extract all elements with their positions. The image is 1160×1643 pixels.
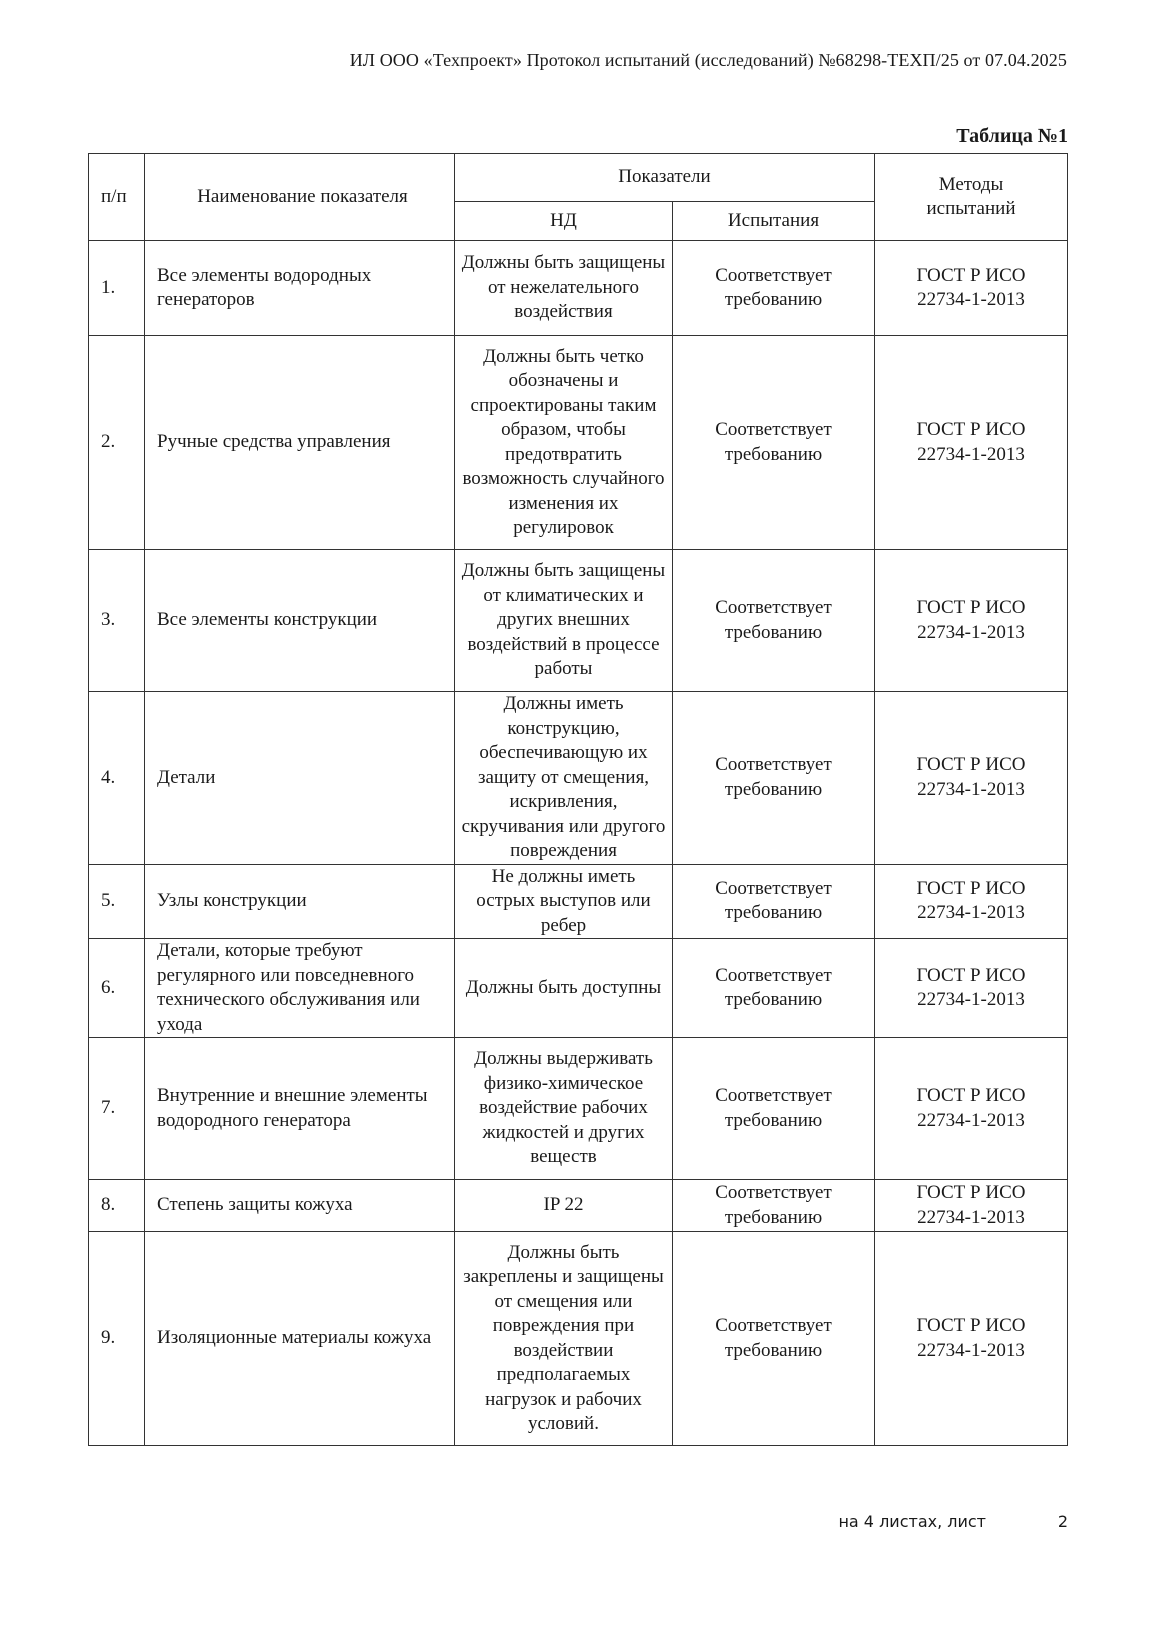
col-header-name: Наименование показателя (145, 154, 455, 241)
row-nd-requirement: Должны выдерживать физико-химическое воздействие рабочих жидкостей и других веществ (455, 1038, 673, 1180)
table-row (89, 241, 1068, 336)
row-test-method: ГОСТ Р ИСО 22734-1-2013 (875, 692, 1068, 865)
sheets-count: на 4 листах, лист (838, 1512, 986, 1531)
row-indicator-name: Все элементы водородных генераторов (145, 241, 455, 336)
col-header-indicators: Показатели (455, 154, 875, 202)
table-row (89, 336, 1068, 550)
row-indicator-name: Детали (145, 692, 455, 865)
row-number: 5. (89, 864, 145, 939)
row-test-result: Соответствует требованию (673, 1232, 875, 1446)
row-number: 3. (89, 550, 145, 692)
row-indicator-name: Детали, которые требуют регулярного или повседневного технического обслуживания или ухода (145, 939, 455, 1038)
row-number: 9. (89, 1232, 145, 1446)
row-test-method: ГОСТ Р ИСО 22734-1-2013 (875, 336, 1068, 550)
row-nd-requirement: Должны быть закреплены и защищены от смещения или повреждения при воздействии предполагаемых нагрузок и рабочих условий. (455, 1232, 673, 1446)
col-header-num: п/п (89, 154, 145, 241)
row-nd-requirement: Должны быть защищены от климатических и других внешних воздействий в процессе работы (455, 550, 673, 692)
row-test-result: Соответствует требованию (673, 864, 875, 939)
table-caption: Таблица №1 (956, 125, 1068, 147)
table-row (89, 1180, 1068, 1232)
table-header-row (89, 154, 1068, 202)
row-test-method: ГОСТ Р ИСО 22734-1-2013 (875, 550, 1068, 692)
row-test-method: ГОСТ Р ИСО 22734-1-2013 (875, 241, 1068, 336)
row-number: 6. (89, 939, 145, 1038)
table-row (89, 939, 1068, 1038)
row-nd-requirement: Должны быть защищены от нежелательного воздействия (455, 241, 673, 336)
table-row (89, 864, 1068, 939)
row-nd-requirement: Должны быть доступны (455, 939, 673, 1038)
row-nd-requirement: IP 22 (455, 1180, 673, 1232)
test-results-table (88, 153, 1068, 1446)
row-indicator-name: Узлы конструкции (145, 864, 455, 939)
row-test-result: Соответствует требованию (673, 336, 875, 550)
row-indicator-name: Степень защиты кожуха (145, 1180, 455, 1232)
row-test-result: Соответствует требованию (673, 692, 875, 865)
row-test-method: ГОСТ Р ИСО 22734-1-2013 (875, 1232, 1068, 1446)
col-header-methods: Методы испытаний (875, 154, 1068, 241)
row-test-result: Соответствует требованию (673, 1038, 875, 1180)
row-test-result: Соответствует требованию (673, 939, 875, 1038)
row-indicator-name: Изоляционные материалы кожуха (145, 1232, 455, 1446)
table-row (89, 550, 1068, 692)
row-test-result: Соответствует требованию (673, 241, 875, 336)
document-header: ИЛ ООО «Техпроект» Протокол испытаний (исследований) №68298-ТЕХП/25 от 07.04.2025 (349, 50, 1067, 70)
table-row (89, 1038, 1068, 1180)
row-test-method: ГОСТ Р ИСО 22734-1-2013 (875, 1180, 1068, 1232)
row-indicator-name: Внутренние и внешние элементы водородного генератора (145, 1038, 455, 1180)
row-test-result: Соответствует требованию (673, 1180, 875, 1232)
row-indicator-name: Все элементы конструкции (145, 550, 455, 692)
row-number: 4. (89, 692, 145, 865)
row-test-method: ГОСТ Р ИСО 22734-1-2013 (875, 939, 1068, 1038)
row-test-method: ГОСТ Р ИСО 22734-1-2013 (875, 864, 1068, 939)
row-number: 2. (89, 336, 145, 550)
col-header-nd: НД (455, 202, 673, 241)
row-number: 8. (89, 1180, 145, 1232)
col-header-test: Испытания (673, 202, 875, 241)
row-nd-requirement: Не должны иметь острых выступов или ребер (455, 864, 673, 939)
row-test-method: ГОСТ Р ИСО 22734-1-2013 (875, 1038, 1068, 1180)
row-number: 7. (89, 1038, 145, 1180)
row-indicator-name: Ручные средства управления (145, 336, 455, 550)
row-number: 1. (89, 241, 145, 336)
row-nd-requirement: Должны иметь конструкцию, обеспечивающую их защиту от смещения, искривления, скручивания или другого повреждения (455, 692, 673, 865)
table-row (89, 1232, 1068, 1446)
page-number: 2 (1057, 1512, 1068, 1531)
row-nd-requirement: Должны быть четко обозначены и спроектированы таким образом, чтобы предотвратить возможность случайного изменения их регулировок (455, 336, 673, 550)
row-test-result: Соответствует требованию (673, 550, 875, 692)
table-row (89, 692, 1068, 865)
